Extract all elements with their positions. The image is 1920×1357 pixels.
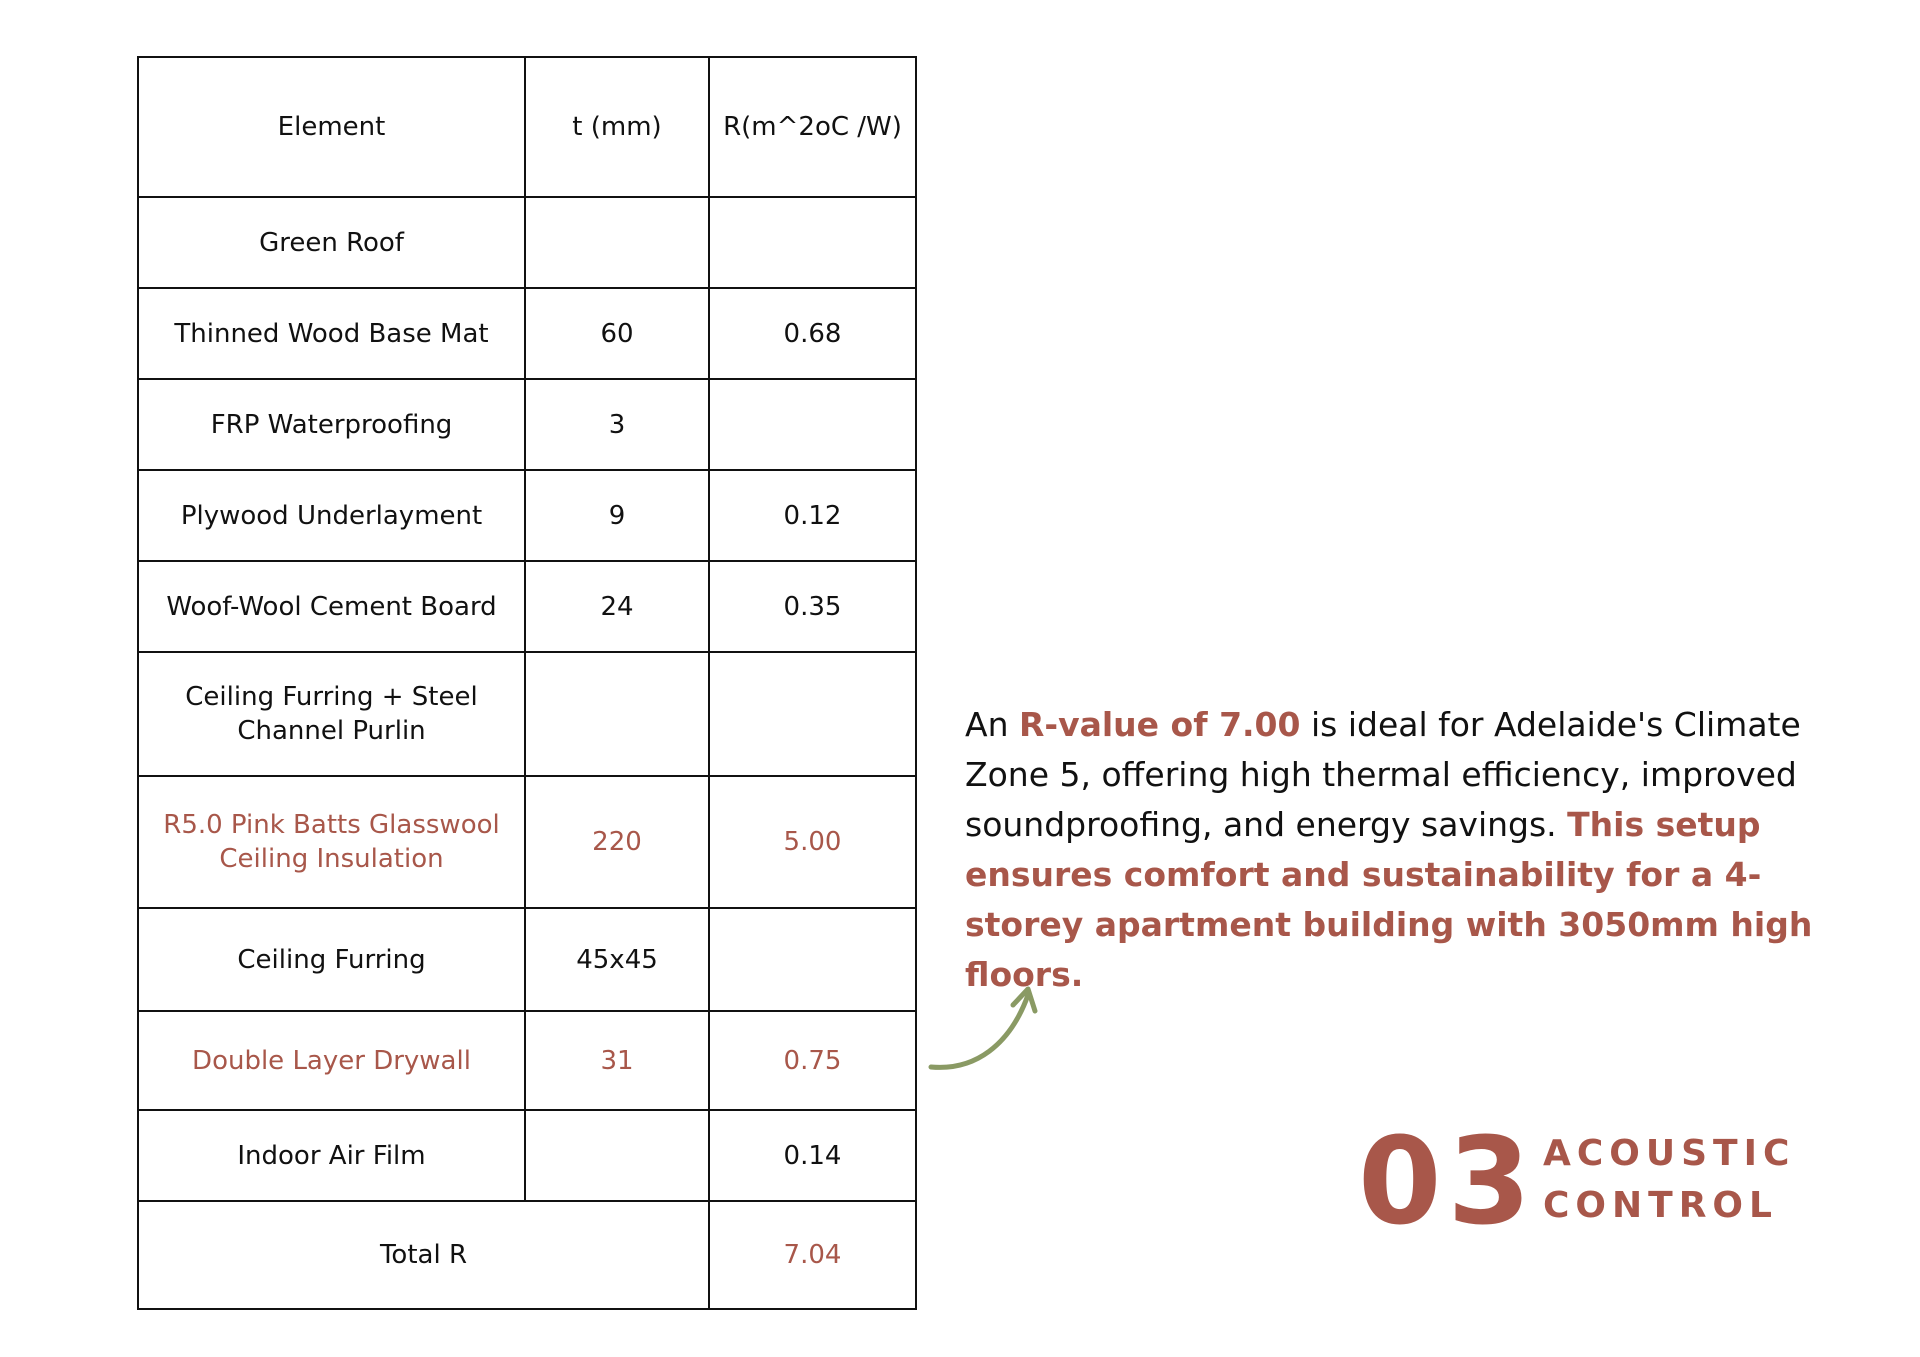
description-paragraph (965, 700, 1865, 1000)
cell-element: R5.0 Pink Batts Glasswool Ceiling Insulation (138, 776, 525, 908)
cell-element: Plywood Underlayment (138, 470, 525, 561)
table-row-highlight (138, 776, 916, 908)
description-text: is ideal for Adelaide's Climate Zone 5, offering high thermal efficiency, improved soundproofing, and energy savings. (965, 705, 1801, 844)
cell-element: Ceiling Furring + Steel Channel Purlin (138, 652, 525, 776)
header-r-value: R(m^2oC /W) (709, 57, 916, 197)
table-row (138, 470, 916, 561)
cell-r-value: 0.12 (709, 470, 916, 561)
cell-thickness (525, 197, 709, 288)
cell-r-value (709, 379, 916, 470)
section-title-line: CONTROL (1543, 1185, 1778, 1226)
section-title-line: ACOUSTIC (1543, 1133, 1796, 1174)
cell-thickness: 31 (525, 1011, 709, 1110)
table-row (138, 561, 916, 652)
table-row (138, 908, 916, 1011)
cell-r-value (709, 197, 916, 288)
cell-element: Indoor Air Film (138, 1110, 525, 1201)
r-value-table (137, 56, 917, 1310)
cell-thickness: 45x45 (525, 908, 709, 1011)
cell-r-value: 0.68 (709, 288, 916, 379)
table-total-row (138, 1201, 916, 1309)
table-row-highlight (138, 1011, 916, 1110)
section-number: 03 (1358, 1113, 1537, 1252)
cell-thickness: 220 (525, 776, 709, 908)
cell-thickness: 60 (525, 288, 709, 379)
cell-element: FRP Waterproofing (138, 379, 525, 470)
header-thickness: t (mm) (525, 57, 709, 197)
cell-thickness: 3 (525, 379, 709, 470)
total-value: 7.04 (709, 1201, 916, 1309)
table-row (138, 197, 916, 288)
total-label: Total R (138, 1201, 709, 1309)
cell-element: Double Layer Drywall (138, 1011, 525, 1110)
cell-r-value: 0.75 (709, 1011, 916, 1110)
table-row (138, 652, 916, 776)
cell-r-value: 0.35 (709, 561, 916, 652)
cell-element: Thinned Wood Base Mat (138, 288, 525, 379)
table-row (138, 379, 916, 470)
description-highlight-summary: This setup ensures comfort and sustainability for a 4-storey apartment building with 3050mm high floors. (965, 805, 1813, 994)
cell-element: Ceiling Furring (138, 908, 525, 1011)
cell-r-value (709, 908, 916, 1011)
cell-r-value (709, 652, 916, 776)
cell-element: Woof-Wool Cement Board (138, 561, 525, 652)
cell-thickness: 24 (525, 561, 709, 652)
header-element: Element (138, 57, 525, 197)
description-text: An (965, 705, 1019, 744)
cell-thickness (525, 652, 709, 776)
table-row (138, 288, 916, 379)
section-title (1543, 1128, 1795, 1232)
cell-r-value: 0.14 (709, 1110, 916, 1201)
cell-thickness: 9 (525, 470, 709, 561)
cell-element: Green Roof (138, 197, 525, 288)
cell-thickness (525, 1110, 709, 1201)
table-row (138, 1110, 916, 1201)
table-header-row (138, 57, 916, 197)
cell-r-value: 5.00 (709, 776, 916, 908)
description-highlight-rvalue: R-value of 7.00 (1018, 705, 1301, 744)
